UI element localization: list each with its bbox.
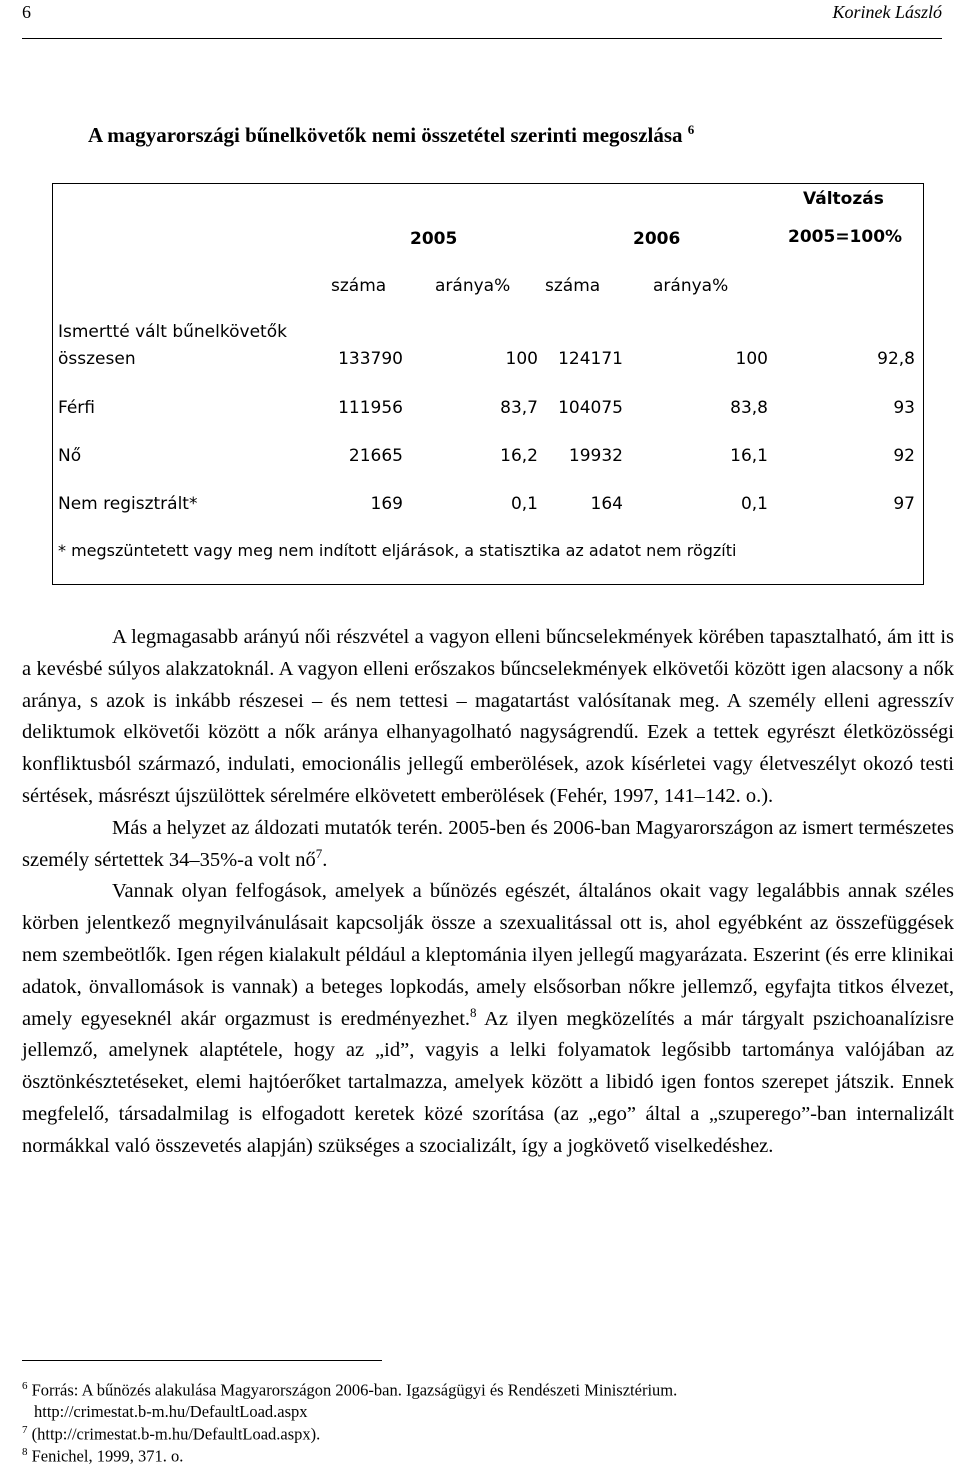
paragraph-3-text-b: Az ilyen megközelítés a már tárgyalt pszichoanalízisre jellemző, amelynek alaptétele, hogy az „id”, vagyis a lelki folyamatok legősibb tartománya valójában az ösztönkésztetéseket, elemi hajtóerőket tartalmazza, amelyek között a libidó igen fontos szerepet játszik. Ennek megfelelő, társadalmilag is elfogadott keretek közé szorítása (az „ego” által a „szuperego”-ban internalizált normákkal való összevetés alapján) szükséges a szocializált, így a jogkövető viselkedéshez. [22, 1007, 954, 1157]
row-female-change: 92 [893, 446, 915, 466]
row-total-label-line1: Ismertté vált bűnelkövetők [58, 322, 287, 342]
row-male-share-2005: 83,7 [500, 398, 538, 418]
col-count-2006: száma [545, 276, 601, 296]
page-header [22, 2, 942, 22]
row-male-share-2006: 83,8 [730, 398, 768, 418]
paragraph-2-end: . [322, 848, 328, 871]
footnote-8-text: Fenichel, 1999, 371. o. [31, 1446, 184, 1466]
title-footnote-mark: 6 [687, 122, 695, 137]
paragraph-2 [22, 813, 954, 877]
row-unregistered-count-2006: 164 [590, 494, 623, 514]
change-header-line1: Változás [803, 189, 884, 209]
paragraph-3 [22, 876, 954, 1162]
row-female-label: Nő [58, 446, 82, 466]
running-head-author: Korinek László [832, 2, 942, 22]
change-header-line2: 2005=100% [788, 227, 903, 247]
year-2006-header: 2006 [633, 229, 681, 249]
footnote-ref-8: 8 [470, 1004, 477, 1020]
footnote-6 [22, 1376, 954, 1422]
body-text [22, 622, 954, 1163]
page-number: 6 [22, 2, 31, 22]
row-male-count-2006: 104075 [558, 398, 623, 418]
col-share-2006: aránya% [653, 276, 729, 296]
footnote-7 [22, 1420, 954, 1445]
row-total-count-2005: 133790 [338, 349, 403, 369]
row-female-count-2005: 21665 [348, 446, 403, 466]
header-rule [22, 38, 942, 39]
row-total-label-line2: összesen [58, 349, 136, 369]
paragraph-3-text-a: Vannak olyan felfogások, amelyek a bűnözés egészét, általános okait vagy legalábbis annak széles körben jelentkező megnyilvánulásait kapcsolják össze a szexualitással ott is, ahol egyébként az összefüggések nem szembeötlők. Igen régen kialakult például a kleptománia ilyen jellegű magyarázata. Eszerint (és erre klinikai adatok, önvallomások is vannak) a beteges lopkodás, amely elsősorban nőkre jellemző, egyfajta titkos élvezet, amely egyeseknél akár orgazmust is eredményezhet. [22, 880, 954, 1030]
row-female-count-2006: 19932 [568, 446, 623, 466]
paragraph-2-text: Más a helyzet az áldozati mutatók terén. 2005-ben és 2006-ban Magyarországon az ismert természetes személy sértettek 34–35%-a volt nő [22, 816, 954, 871]
footnote-7-mark: 7 [22, 1424, 28, 1436]
row-unregistered-count-2005: 169 [370, 494, 403, 514]
row-unregistered-change: 97 [893, 494, 915, 514]
table-title [88, 122, 694, 148]
footnote-6-mark: 6 [22, 1380, 28, 1392]
paragraph-1: A legmagasabb arányú női részvétel a vagyon elleni bűncselekmények körében tapasztalható, ám itt is a kevésbé súlyos alakzatoknál. A vagyon elleni erőszakos bűncselekmények elkövetői között igen alacsony a nők aránya, s azok is inkább részesei – és nem tettesi – magatartást valósítanak meg. A személy elleni agresszív deliktumok elkövetői között a nők aránya elhanyagolható nagyságrendű. Ezek a tettek egyrészt életközösségi konfliktusból származó, indulati, emocionális jellegű emberölések, azok kísérletei vagy életveszélyt okozó testi sértések, másrészt újszülöttek sérelmére elkövetett emberölések (Fehér, 1997, 141–142. o.). [22, 626, 954, 807]
year-2005-header: 2005 [410, 229, 458, 249]
row-total-count-2006: 124171 [558, 349, 623, 369]
col-share-2005: aránya% [435, 276, 511, 296]
row-female-share-2005: 16,2 [500, 446, 538, 466]
row-male-label: Férfi [58, 398, 96, 418]
statistics-table [52, 183, 924, 585]
footnote-8 [22, 1442, 954, 1467]
row-total-share-2006: 100 [735, 349, 768, 369]
table-note: * megszüntetett vagy meg nem indított eljárások, a statisztika az adatot nem rögzíti [58, 541, 737, 560]
row-female-share-2006: 16,1 [730, 446, 768, 466]
row-total-change: 92,8 [877, 349, 915, 369]
col-count-2005: száma [331, 276, 387, 296]
table-title-text: A magyarországi bűnelkövetők nemi összetétel szerinti megoszlása [88, 123, 683, 147]
row-unregistered-share-2005: 0,1 [510, 494, 538, 514]
row-unregistered-label: Nem regisztrált* [58, 494, 198, 514]
row-unregistered-share-2006: 0,1 [740, 494, 768, 514]
footnote-7-text[interactable]: (http://crimestat.b-m.hu/DefaultLoad.aspx). [31, 1424, 321, 1444]
row-total-share-2005: 100 [505, 349, 538, 369]
footnote-ref-7: 7 [315, 845, 323, 861]
row-male-count-2005: 111956 [338, 398, 403, 418]
footnote-6-url[interactable]: http://crimestat.b-m.hu/DefaultLoad.aspx [34, 1401, 308, 1421]
footnote-rule [22, 1360, 382, 1361]
footnote-8-mark: 8 [22, 1446, 28, 1458]
footnote-6-text: Forrás: A bűnözés alakulása Magyarországon 2006-ban. Igazságügyi és Rendészeti Minisztérium. [31, 1380, 678, 1400]
row-male-change: 93 [893, 398, 915, 418]
